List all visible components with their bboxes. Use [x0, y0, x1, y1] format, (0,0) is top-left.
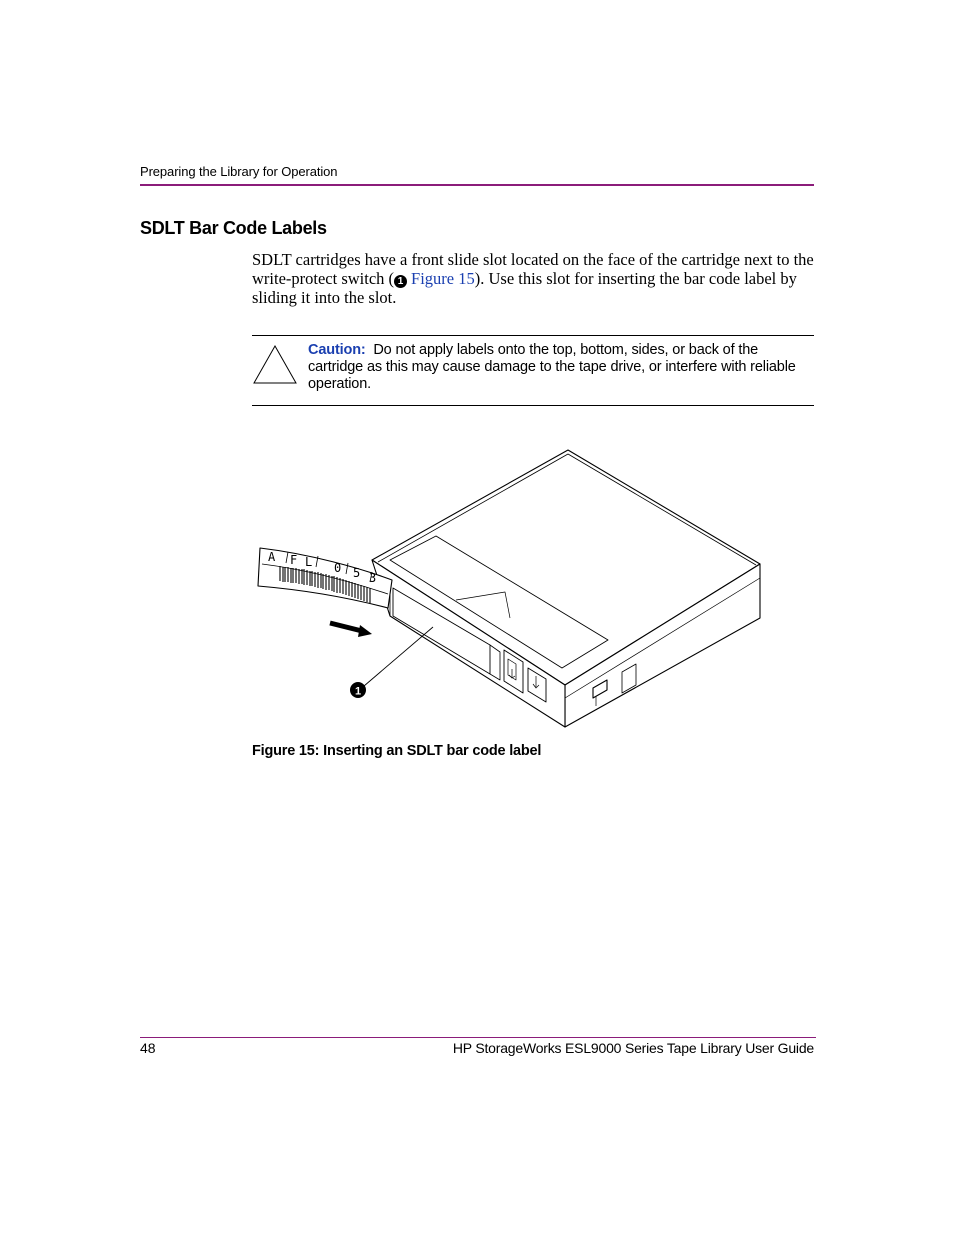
callout-1-icon: 1: [394, 275, 407, 288]
header-rule: [140, 184, 814, 186]
paragraph-text-end: ). Use this slot for inserting the bar code label by sliding it into the slot.: [252, 269, 797, 307]
caution-top-rule: [252, 335, 814, 336]
label-char-2: F: [290, 553, 298, 567]
label-char-1: A: [268, 550, 276, 564]
sdlt-cartridge-illustration: [250, 440, 770, 740]
label-char-5: 5: [353, 566, 361, 580]
footer-doc-title: HP StorageWorks ESL9000 Series Tape Library User Guide: [452, 1040, 814, 1056]
caution-note: [308, 342, 816, 393]
label-char-4: 0: [334, 561, 342, 575]
running-header: Preparing the Library for Operation: [140, 164, 338, 179]
caution-text: Do not apply labels onto the top, bottom, sides, or back of the cartridge as this may cause damage to the tape drive, or interfere with reliable operation.: [308, 342, 796, 392]
page-number: 48: [140, 1040, 156, 1056]
caution-label: Caution:: [308, 342, 366, 358]
caution-triangle-icon: [253, 345, 297, 384]
figure-15-link[interactable]: Figure 15: [411, 269, 475, 288]
caution-bottom-rule: [252, 405, 814, 406]
footer-rule: [140, 1037, 816, 1038]
insert-arrow-icon: [330, 623, 372, 637]
paragraph-text-start: SDLT cartridges have a front slide slot located on the face of the cartridge next to the write-protect switch (: [252, 250, 814, 288]
body-paragraph: [252, 250, 818, 307]
section-title: SDLT Bar Code Labels: [140, 218, 327, 238]
figure-caption: Figure 15: Inserting an SDLT bar code label: [252, 743, 542, 759]
label-char-3: L: [305, 555, 313, 569]
label-char-6: 3: [369, 571, 377, 585]
callout-1-number: 1: [354, 685, 362, 698]
